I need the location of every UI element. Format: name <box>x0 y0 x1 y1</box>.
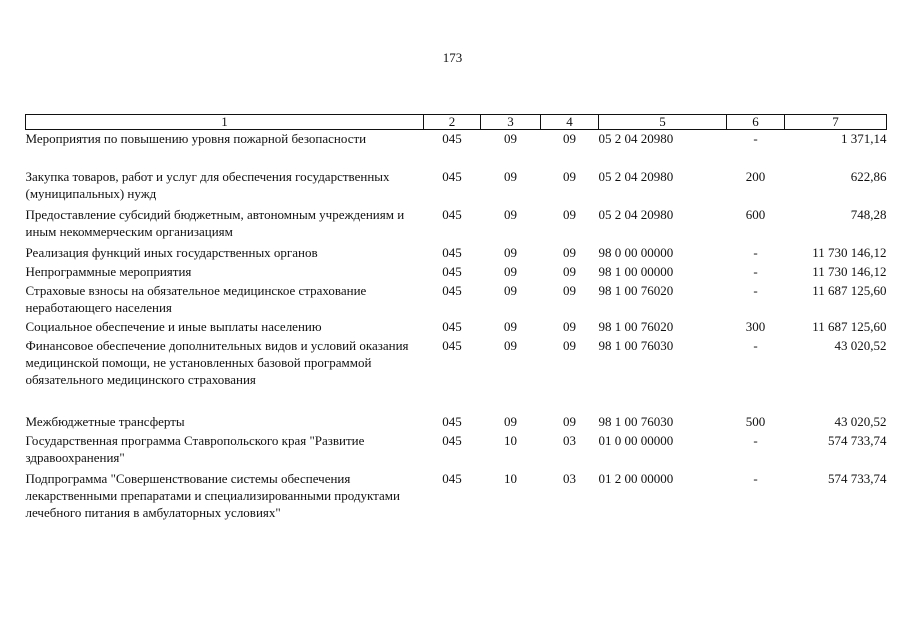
row-target-code: 98 1 00 76020 <box>598 283 674 298</box>
row-name: Закупка товаров, работ и услуг для обеспечения государственных (муниципальных) нужд <box>25 169 390 201</box>
table-row <box>26 168 887 206</box>
row-amount: 43 020,52 <box>834 414 887 429</box>
row-name: Мероприятия по повышению уровня пожарной безопасности <box>25 131 367 146</box>
row-section-code: 10 <box>504 471 517 486</box>
row-section-code: 09 <box>504 414 517 429</box>
row-expense-type: - <box>753 283 758 298</box>
row-subsection-code: 03 <box>563 471 576 486</box>
row-name: Предоставление субсидий бюджетным, автономным учреждениям и иным некоммерческим организациям <box>25 207 405 239</box>
row-expense-type: - <box>753 433 758 448</box>
column-header-6: 6 <box>727 115 785 130</box>
row-amount: 748,28 <box>850 207 887 222</box>
row-subsection-code: 09 <box>563 264 576 279</box>
row-name: Реализация функций иных государственных органов <box>25 245 318 260</box>
row-ministry-code: 045 <box>442 414 462 429</box>
row-target-code: 98 1 00 76030 <box>598 338 674 353</box>
row-target-code: 05 2 04 20980 <box>598 131 674 146</box>
row-expense-type: - <box>753 471 758 486</box>
page-number: 173 <box>442 50 463 65</box>
row-amount: 1 371,14 <box>841 131 887 146</box>
row-expense-type: - <box>753 338 758 353</box>
table-row <box>26 130 887 169</box>
table-row <box>26 470 887 524</box>
column-header-1: 1 <box>26 115 424 130</box>
row-amount: 43 020,52 <box>834 338 887 353</box>
table-row <box>26 282 887 318</box>
row-subsection-code: 09 <box>563 131 576 146</box>
row-target-code: 01 2 00 00000 <box>598 471 674 486</box>
row-target-code: 05 2 04 20980 <box>598 207 674 222</box>
table-row <box>26 432 887 470</box>
row-ministry-code: 045 <box>442 207 462 222</box>
row-subsection-code: 09 <box>563 414 576 429</box>
row-expense-type: - <box>753 245 758 260</box>
table-row <box>26 244 887 263</box>
row-amount: 11 687 125,60 <box>812 283 887 298</box>
row-ministry-code: 045 <box>442 131 462 146</box>
row-ministry-code: 045 <box>442 433 462 448</box>
row-name: Межбюджетные трансферты <box>25 414 185 429</box>
row-section-code: 09 <box>504 131 517 146</box>
row-ministry-code: 045 <box>442 245 462 260</box>
table-row <box>26 318 887 337</box>
row-ministry-code: 045 <box>442 264 462 279</box>
table-row <box>26 206 887 244</box>
row-expense-type: - <box>753 131 758 146</box>
row-subsection-code: 09 <box>563 207 576 222</box>
row-ministry-code: 045 <box>442 319 462 334</box>
row-subsection-code: 09 <box>563 283 576 298</box>
row-name: Социальное обеспечение и иные выплаты населению <box>25 319 322 334</box>
column-header-4: 4 <box>541 115 599 130</box>
row-name: Финансовое обеспечение дополнительных видов и условий оказания медицинской помощи, не установленных базовой программой обязательного медицинского страхования <box>25 338 409 387</box>
table-row <box>26 337 887 413</box>
row-section-code: 09 <box>504 245 517 260</box>
row-expense-type: 600 <box>745 207 766 222</box>
column-header-3: 3 <box>481 115 541 130</box>
row-expense-type: 200 <box>745 169 766 184</box>
row-section-code: 09 <box>504 319 517 334</box>
row-amount: 574 733,74 <box>828 433 887 448</box>
row-section-code: 09 <box>504 207 517 222</box>
row-expense-type: 500 <box>745 414 766 429</box>
row-section-code: 09 <box>504 283 517 298</box>
row-ministry-code: 045 <box>442 283 462 298</box>
row-target-code: 98 1 00 00000 <box>598 264 674 279</box>
row-subsection-code: 09 <box>563 169 576 184</box>
row-name: Страховые взносы на обязательное медицинское страхование неработающего населения <box>25 283 367 315</box>
row-target-code: 05 2 04 20980 <box>598 169 674 184</box>
row-amount: 622,86 <box>850 169 887 184</box>
row-ministry-code: 045 <box>442 471 462 486</box>
header-row <box>26 115 887 130</box>
row-section-code: 09 <box>504 338 517 353</box>
row-target-code: 01 0 00 00000 <box>598 433 674 448</box>
row-section-code: 09 <box>504 264 517 279</box>
row-section-code: 10 <box>504 433 517 448</box>
table-row <box>26 263 887 282</box>
row-amount: 11 730 146,12 <box>812 245 887 260</box>
row-subsection-code: 03 <box>563 433 576 448</box>
column-header-2: 2 <box>424 115 481 130</box>
row-target-code: 98 0 00 00000 <box>598 245 674 260</box>
row-amount: 574 733,74 <box>828 471 887 486</box>
budget-table <box>25 114 887 524</box>
column-header-5: 5 <box>599 115 727 130</box>
row-amount: 11 730 146,12 <box>812 264 887 279</box>
row-ministry-code: 045 <box>442 169 462 184</box>
table-row <box>26 413 887 432</box>
row-target-code: 98 1 00 76020 <box>598 319 674 334</box>
row-expense-type: - <box>753 264 758 279</box>
row-target-code: 98 1 00 76030 <box>598 414 674 429</box>
column-header-7: 7 <box>785 115 887 130</box>
row-section-code: 09 <box>504 169 517 184</box>
row-expense-type: 300 <box>745 319 766 334</box>
row-name: Подпрограмма "Совершенствование системы обеспечения лекарственными препаратами и специализированными продуктами лечебного питания в амбулаторных условиях" <box>25 471 400 520</box>
row-subsection-code: 09 <box>563 319 576 334</box>
row-name: Государственная программа Ставропольского края "Развитие здравоохранения" <box>25 433 365 465</box>
row-ministry-code: 045 <box>442 338 462 353</box>
row-subsection-code: 09 <box>563 338 576 353</box>
row-amount: 11 687 125,60 <box>812 319 887 334</box>
row-subsection-code: 09 <box>563 245 576 260</box>
row-name: Непрограммные мероприятия <box>25 264 192 279</box>
